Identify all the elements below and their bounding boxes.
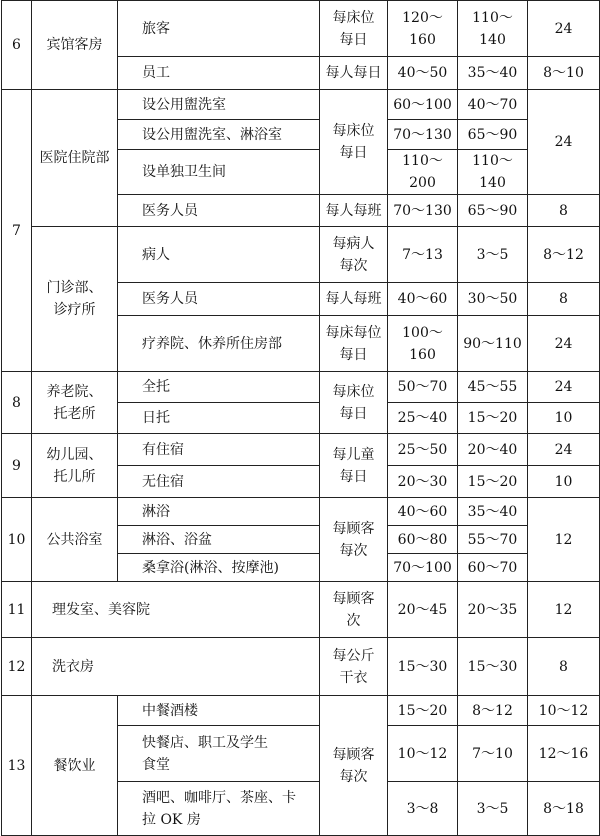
avg-quota: 110～140	[458, 150, 528, 195]
row-number: 10	[2, 498, 32, 582]
hours-cell: 8	[528, 638, 600, 696]
hours-cell: 12	[528, 498, 600, 582]
water-quota-table	[1, 0, 600, 836]
avg-quota: 40～70	[458, 90, 528, 120]
row-number: 6	[2, 1, 32, 90]
category-name: 门诊部、 诊疗所	[32, 227, 118, 372]
unit-cell: 每病人 每次	[320, 227, 388, 283]
max-quota: 25～50	[388, 434, 458, 466]
avg-quota: 35～40	[458, 498, 528, 526]
avg-quota: 55～70	[458, 526, 528, 554]
hours-cell: 10	[528, 403, 600, 434]
subcategory-label: 医务人员	[118, 283, 320, 316]
avg-quota: 3～5	[458, 782, 528, 836]
max-quota: 50～70	[388, 372, 458, 403]
avg-quota: 45～55	[458, 372, 528, 403]
avg-quota: 65～90	[458, 120, 528, 150]
subcategory-label: 中餐酒楼	[118, 696, 320, 726]
hours-cell: 12	[528, 582, 600, 638]
unit-cell: 每床位 每日	[320, 90, 388, 195]
max-quota: 25～40	[388, 403, 458, 434]
table-row	[2, 582, 600, 638]
avg-quota: 8～12	[458, 696, 528, 726]
category-name: 公共浴室	[32, 498, 118, 582]
unit-cell: 每床位 每日	[320, 372, 388, 434]
hours-cell: 8	[528, 283, 600, 316]
hours-cell: 8～10	[528, 57, 600, 90]
unit-cell: 每顾客 次	[320, 582, 388, 638]
row-number: 11	[2, 582, 32, 638]
unit-cell: 每床位 每日	[320, 1, 388, 57]
subcategory-label: 快餐店、职工及学生 食堂	[118, 726, 320, 782]
hours-cell: 8	[528, 195, 600, 227]
category-name: 餐饮业	[32, 696, 118, 836]
max-quota: 70～130	[388, 120, 458, 150]
category-name: 幼儿园、 托儿所	[32, 434, 118, 498]
hours-cell: 12～16	[528, 726, 600, 782]
avg-quota: 110～140	[458, 1, 528, 57]
hours-cell: 24	[528, 372, 600, 403]
unit-cell: 每公斤 干衣	[320, 638, 388, 696]
hours-cell: 24	[528, 90, 600, 195]
unit-cell: 每顾客 每次	[320, 498, 388, 582]
table-row	[2, 696, 600, 726]
max-quota: 40～60	[388, 498, 458, 526]
unit-cell: 每人每班	[320, 195, 388, 227]
table-row	[2, 434, 600, 466]
unit-cell: 每儿童 每日	[320, 434, 388, 498]
max-quota: 20～45	[388, 582, 458, 638]
max-quota: 10～12	[388, 726, 458, 782]
category-name: 宾馆客房	[32, 1, 118, 90]
max-quota: 40～50	[388, 57, 458, 90]
max-quota: 70～130	[388, 195, 458, 227]
hours-cell: 24	[528, 316, 600, 372]
unit-cell: 每床每位 每日	[320, 316, 388, 372]
subcategory-label: 桑拿浴(淋浴、按摩池)	[118, 554, 320, 582]
row-number: 8	[2, 372, 32, 434]
max-quota: 120～160	[388, 1, 458, 57]
subcategory-label: 无住宿	[118, 466, 320, 498]
max-quota: 3～8	[388, 782, 458, 836]
avg-quota: 3～5	[458, 227, 528, 283]
avg-quota: 20～35	[458, 582, 528, 638]
row-number: 9	[2, 434, 32, 498]
max-quota: 40～60	[388, 283, 458, 316]
subcategory-label: 疗养院、休养所住房部	[118, 316, 320, 372]
subcategory-label: 酒吧、咖啡厅、茶座、卡 拉 OK 房	[118, 782, 320, 836]
category-name: 理发室、美容院	[32, 582, 320, 638]
avg-quota: 7～10	[458, 726, 528, 782]
avg-quota: 35～40	[458, 57, 528, 90]
max-quota: 110～200	[388, 150, 458, 195]
hours-cell: 24	[528, 434, 600, 466]
category-name: 医院住院部	[32, 90, 118, 227]
subcategory-label: 淋浴、浴盆	[118, 526, 320, 554]
row-number: 12	[2, 638, 32, 696]
subcategory-label: 日托	[118, 403, 320, 434]
table-row	[2, 1, 600, 57]
hours-cell: 8～12	[528, 227, 600, 283]
max-quota: 60～100	[388, 90, 458, 120]
subcategory-label: 有住宿	[118, 434, 320, 466]
subcategory-label: 全托	[118, 372, 320, 403]
hours-cell: 24	[528, 1, 600, 57]
subcategory-label: 旅客	[118, 1, 320, 57]
max-quota: 15～30	[388, 638, 458, 696]
category-name: 养老院、 托老所	[32, 372, 118, 434]
avg-quota: 90～110	[458, 316, 528, 372]
table-row	[2, 498, 600, 526]
subcategory-label: 设单独卫生间	[118, 150, 320, 195]
avg-quota: 15～30	[458, 638, 528, 696]
subcategory-label: 员工	[118, 57, 320, 90]
avg-quota: 15～20	[458, 403, 528, 434]
max-quota: 7～13	[388, 227, 458, 283]
avg-quota: 15～20	[458, 466, 528, 498]
avg-quota: 65～90	[458, 195, 528, 227]
avg-quota: 30～50	[458, 283, 528, 316]
subcategory-label: 设公用盥洗室	[118, 90, 320, 120]
hours-cell: 10～12	[528, 696, 600, 726]
avg-quota: 60～70	[458, 554, 528, 582]
table-row	[2, 372, 600, 403]
row-number: 7	[2, 90, 32, 372]
hours-cell: 10	[528, 466, 600, 498]
unit-cell: 每人每日	[320, 57, 388, 90]
category-name: 洗衣房	[32, 638, 320, 696]
table-row	[2, 638, 600, 696]
table-row	[2, 90, 600, 120]
hours-cell: 8～18	[528, 782, 600, 836]
row-number: 13	[2, 696, 32, 836]
avg-quota: 20～40	[458, 434, 528, 466]
max-quota: 100～160	[388, 316, 458, 372]
max-quota: 70～100	[388, 554, 458, 582]
subcategory-label: 医务人员	[118, 195, 320, 227]
max-quota: 60～80	[388, 526, 458, 554]
subcategory-label: 病人	[118, 227, 320, 283]
unit-cell: 每人每班	[320, 283, 388, 316]
table-row	[2, 227, 600, 283]
max-quota: 20～30	[388, 466, 458, 498]
subcategory-label: 设公用盥洗室、淋浴室	[118, 120, 320, 150]
subcategory-label: 淋浴	[118, 498, 320, 526]
max-quota: 15～20	[388, 696, 458, 726]
unit-cell: 每顾客 每次	[320, 696, 388, 836]
